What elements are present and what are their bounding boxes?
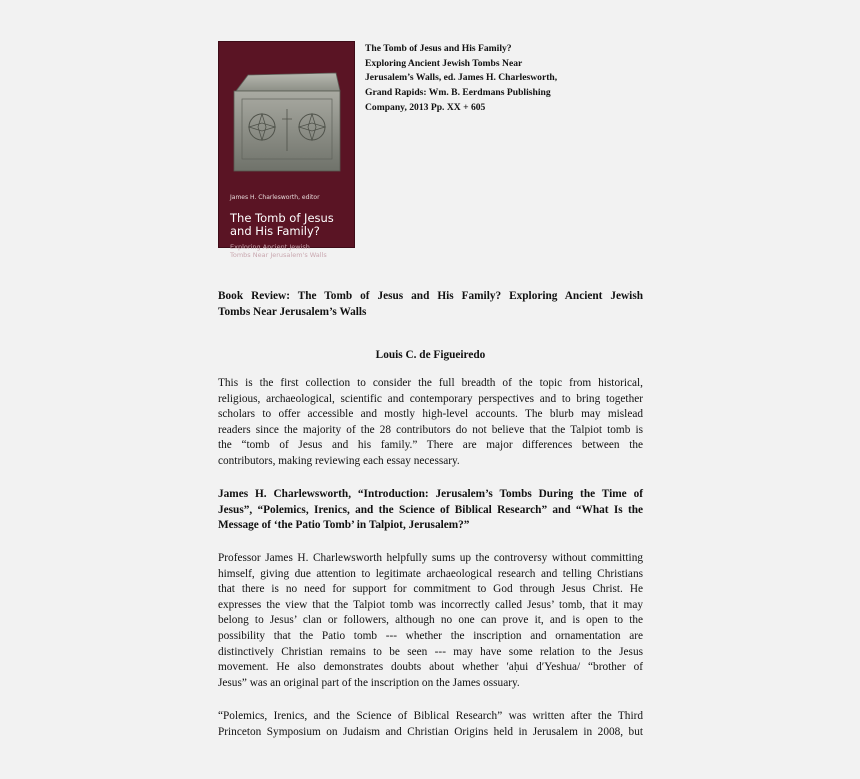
reviewer-name: Louis C. de Figueiredo [375, 349, 486, 361]
paragraph-2: Professor James H. Charlewsworth helpfully sums up the controversy without committing himself, giving due attention to legitimate archaeological research and telling Christians that there is no need for support for commitment to God through Jesus Christ. He expresses the view that the Talpiot tomb was incorrectly called Jesus’ tomb, that it may belong to Jesus’ clan or followers, although no one can prove it, and is open to the possibility that the Patio tomb --- whether the inscription and ornamentation are distinctively Christian remains to be seen --- may have some relation to the Jesus movement. He also demonstrates doubts about whether ′aḥui d′Yeshua/ “brother of Jesus” was an original part of the inscription on the James ossuary. [218, 552, 643, 689]
cover-author: James H. Charlesworth, editor [230, 194, 320, 201]
book-cover [218, 41, 355, 259]
section-heading: James H. Charlewsworth, “Introduction: Jerusalem’s Tombs During the Time of Jesus”, “Polemics, Irenics, and the Science of Biblical Research” and “What Is the Message of ‘the Patio Tomb’ in Talpiot, Jerusalem?” [218, 488, 643, 532]
ossuary-image [228, 69, 345, 177]
intro-paragraph: This is the first collection to consider the full breadth of the topic from historical, religious, archaeological, scientific and contemporary perspectives and to bring together scholars to offer accessible and mostly high-level accounts. The blurb may mislead readers since the majority of the 28 contributors do not believe that the Talpiot tomb is the “tomb of Jesus and his family.” There are major differences between the contributors, making reviewing each essay necessary. [218, 377, 643, 467]
cover-subtitle: Exploring Ancient Jewish Tombs Near Jerusalem's Walls [230, 243, 327, 259]
bibliographic-info: The Tomb of Jesus and His Family? Exploring Ancient Jewish Tombs Near Jerusalem’s Walls, ed. James H. Charlesworth, Grand Rapids: Wm. B. Eerdmans Publishing Company, 2013 Pp. XX + 605 [365, 43, 558, 113]
paragraph-3: “Polemics, Irenics, and the Science of Biblical Research” was written after the Third Princeton Symposium on Judaism and Christian Origins held in Jerusalem in 2008, but [218, 710, 643, 738]
cover-title: The Tomb of Jesus and His Family? [230, 211, 334, 238]
review-title: Book Review: The Tomb of Jesus and His Family? Exploring Ancient Jewish Tombs Near Jerusalem’s Walls [218, 290, 643, 318]
